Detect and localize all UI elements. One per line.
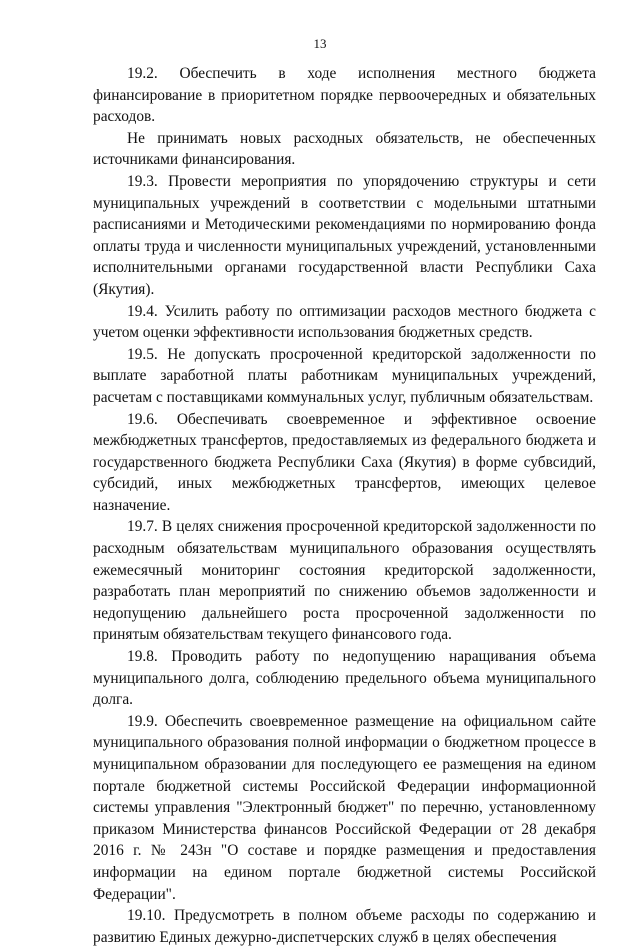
paragraph-19-6: 19.6. Обеспечивать своевременное и эффективное освоение межбюджетных трансфертов, предоставляемых из федерального бюджета и государственного бюджета Республики Саха (Якутия) в форме субвсидий, субсидий, иных межбюджетных трансфертов, имеющих целевое назначение. [93, 410, 596, 514]
page-number: 13 [313, 36, 327, 51]
paragraph-19-9: 19.9. Обеспечить своевременное размещение на официальном сайте муниципального образования полной информации о бюджетном процессе в муниципальном образовании для последующего ее размещения на едином портале бюджетной системы Российской Федерации информационной системы управления "Электронный бюджет" по перечню, установленному приказом Министерства финансов Российской Федерации от 28 декабря 2016 г. № 243н "О составе и порядке размещения и предоставления информации на едином портале бюджетной системы Российской Федерации". [93, 712, 596, 903]
paragraph-19-8: 19.8. Проводить работу по недопущению наращивания объема муниципального долга, соблюдению предельного объема муниципального долга. [93, 648, 596, 709]
paragraph-19-3: 19.3. Провести мероприятия по упорядочению структуры и сети муниципальных учреждений в соответствии с модельными штатными расписаниями и Методическими рекомендациями по нормированию фонда оплаты труда и численности муниципальных учреждений, установленными исполнительными органами государственной власти Республики Саха (Якутия). [93, 172, 596, 298]
paragraph-19-5: 19.5. Не допускать просроченной кредиторской задолженности по выплате заработной платы работникам муниципальных учреждений, расчетам с поставщиками коммунальных услуг, публичным обязательствам. [93, 345, 596, 406]
paragraph-19-7: 19.7. В целях снижения просроченной кредиторской задолженности по расходным обязательствам муниципального образования осуществлять ежемесячный мониторинг состояния кредиторской задолженности, разработать план мероприятий по снижению объемов задолженности и недопущению дальнейшего роста просроченной задолженности по принятым обязательствам текущего финансового года. [93, 518, 596, 644]
paragraph-19-2: 19.2. Обеспечить в ходе исполнения местного бюджета финансирование в приоритетном порядке первоочередных и обязательных расходов. [93, 65, 596, 126]
paragraph-19-2-continued: Не принимать новых расходных обязательств, не обеспеченных источниками финансирования. [93, 129, 596, 169]
document-body [93, 63, 596, 948]
paragraph-19-4: 19.4. Усилить работу по оптимизации расходов местного бюджета с учетом оценки эффективности использования бюджетных средств. [93, 302, 596, 342]
paragraph-19-10: 19.10. Предусмотреть в полном объеме расходы по содержанию и развитию Единых дежурно-диспетчерских служб в целях обеспечения [93, 907, 596, 946]
